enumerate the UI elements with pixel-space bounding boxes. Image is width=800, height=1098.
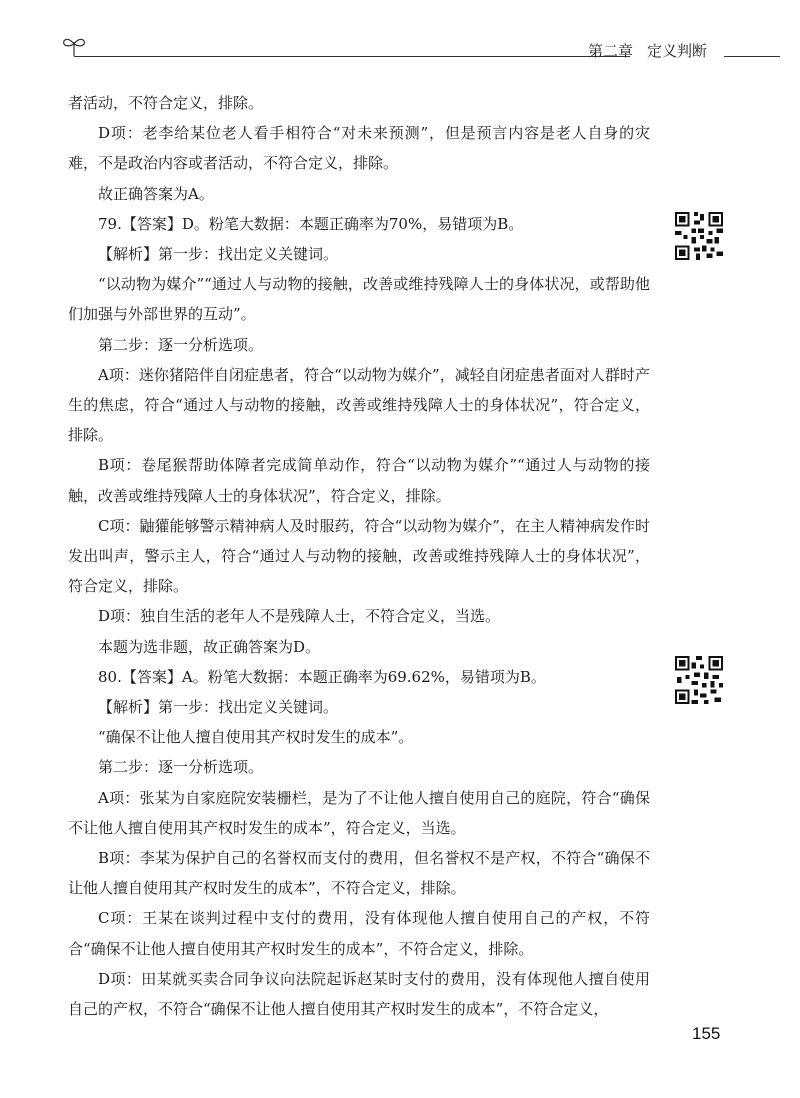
paragraph: 故正确答案为A。 — [98, 184, 214, 203]
paragraph: 【解析】第一步：找出定义关键词。 — [98, 698, 339, 717]
paragraph: 本题为选非题，故正确答案为D。 — [98, 637, 321, 656]
running-head — [588, 40, 707, 61]
section-label: 定义判断 — [647, 42, 708, 60]
paragraph: 第二步：逐一分析选项。 — [98, 758, 264, 777]
paragraph: D项：田某就买卖合同争议向法院起诉赵某时支付的费用，没有体现他人擅自使用自己的产权，不符合“确保不让他人擅自使用其产权时发生的成本”，不符合定义， — [68, 969, 650, 1019]
paragraph: B项：卷尾猴帮助体障者完成简单动作，符合“以动物为媒介”“通过人与动物的接触，改善或维持残障人士的身体状况”，符合定义，排除。 — [68, 456, 650, 505]
paragraph: B项：李某为保护自己的名誉权而支付的费用，但名誉权不是产权，不符合“确保不让他人擅自使用其产权时发生的成本”，不符合定义，排除。 — [68, 849, 650, 898]
paragraph: A项：张某为自家庭院安装栅栏，是为了不让他人擅自使用自己的庭院，符合“确保不让他人擅自使用其产权时发生的成本”，符合定义，当选。 — [68, 788, 650, 837]
paragraph: A项：迷你猪陪伴自闭症患者，符合“以动物为媒介”，减轻自闭症患者面对人群时产生的焦虑，符合“通过人与动物的接触，改善或维持残障人士的身体状况”，符合定义，排除。 — [68, 365, 650, 445]
paragraph: C项：鼬獾能够警示精神病人及时服药，符合“以动物为媒介”，在主人精神病发作时发出叫声，警示主人，符合“通过人与动物的接触，改善或维持残障人士的身体状况”，符合定义，排除。 — [68, 516, 650, 596]
paragraph: D项：老李给某位老人看手相符合“对未来预测”，但是预言内容是老人自身的灾难，不是政治内容或者活动，不符合定义，排除。 — [68, 124, 650, 173]
page-header — [60, 30, 780, 66]
chapter-label: 第二章 — [588, 42, 634, 60]
answer-79: 79.【答案】D。粉笔大数据：本题正确率为70%，易错项为B。 — [98, 214, 524, 233]
paragraph: C项：王某在谈判过程中支付的费用，没有体现他人擅自使用自己的产权，不符合“确保不让他人擅自使用其产权时发生的成本”，不符合定义，排除。 — [68, 909, 650, 958]
qr-code-icon[interactable] — [673, 210, 725, 262]
leaf-icon — [60, 34, 88, 58]
header-rule-tail — [724, 56, 780, 57]
paragraph: “确保不让他人擅自使用其产权时发生的成本”。 — [98, 728, 414, 747]
page-number: 155 — [692, 1024, 721, 1043]
paragraph: D项：独自生活的老年人不是残障人士，不符合定义，当选。 — [98, 607, 501, 626]
paragraph: “以动物为媒介”“通过人与动物的接触，改善或维持残障人士的身体状况，或帮助他们加强与外部世界的互动”。 — [68, 275, 650, 324]
answer-80: 80.【答案】A。粉笔大数据：本题正确率为69.62%，易错项为B。 — [98, 667, 546, 686]
paragraph: 【解析】第一步：找出定义关键词。 — [98, 245, 339, 264]
paragraph: 者活动，不符合定义，排除。 — [68, 94, 264, 112]
header-rule — [74, 56, 630, 57]
page-body — [68, 88, 650, 1024]
paragraph: 第二步：逐一分析选项。 — [98, 335, 264, 354]
qr-code-icon[interactable] — [673, 654, 725, 706]
